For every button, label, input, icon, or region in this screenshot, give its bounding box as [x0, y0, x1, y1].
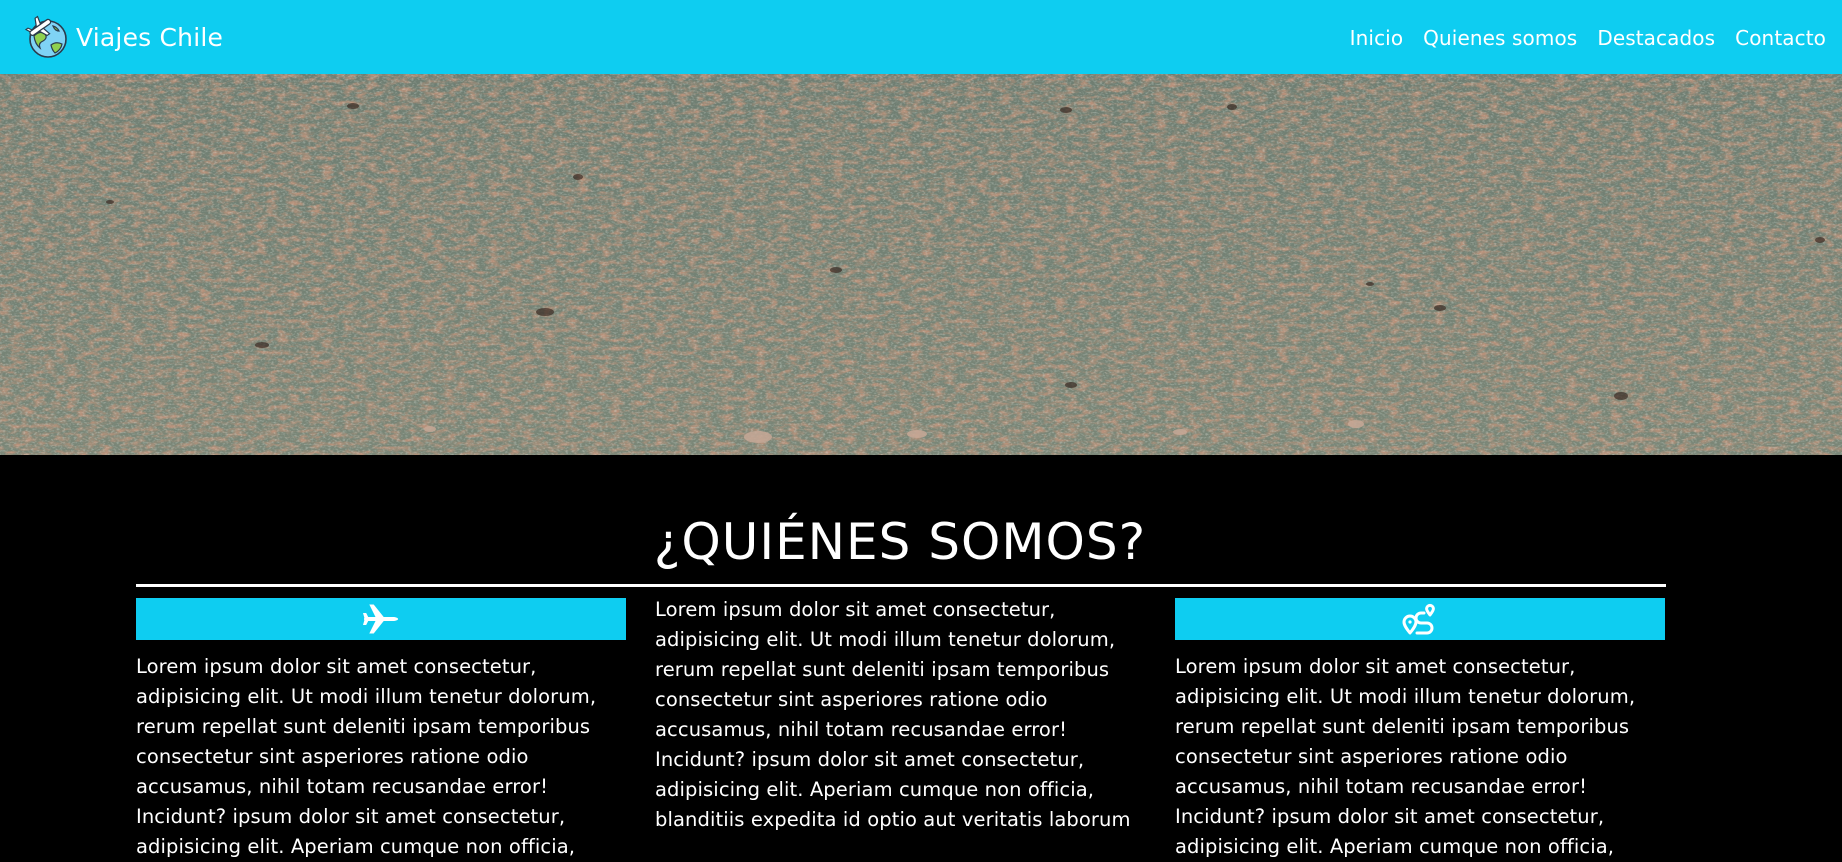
icon-bar [1175, 598, 1665, 640]
nav-link-quienes-somos[interactable]: Quienes somos [1423, 26, 1578, 50]
about-column-3 [1175, 598, 1665, 862]
top-navbar [0, 0, 1842, 74]
about-section [0, 455, 1842, 858]
airplane-icon [361, 602, 401, 636]
column-text: Lorem ipsum dolor sit amet consectetur, adipisicing elit. Ut modi illum tenetur dolorum, rerum repellat sunt deleniti ipsam temporibus consectetur sint asperiores ratione odio accusamus, nihil totam recusandae error! Incidunt? ipsum dolor sit amet consectetur, adipisicing elit. Aperiam cumque non officia, [1175, 655, 1636, 858]
globe-plane-icon [24, 14, 70, 60]
nav-link-destacados[interactable]: Destacados [1597, 26, 1716, 50]
section-title: ¿QUIÉNES SOMOS? [653, 513, 1147, 571]
nav-link-contacto[interactable]: Contacto [1735, 26, 1826, 50]
hero-banner [0, 74, 1842, 455]
main-nav [1350, 0, 1826, 74]
column-text: Lorem ipsum dolor sit amet consectetur, adipisicing elit. Ut modi illum tenetur dolorum, rerum repellat sunt deleniti ipsam temporibus consectetur sint asperiores ratione odio accusamus, nihil totam recusandae error! Incidunt? ipsum dolor sit amet consectetur, adipisicing elit. Aperiam cumque non officia, [136, 655, 597, 858]
about-column-1 [136, 598, 626, 862]
brand-name: Viajes Chile [76, 22, 224, 52]
nav-link-inicio[interactable]: Inicio [1349, 26, 1404, 50]
about-column-2 [655, 595, 1145, 835]
column-text: Lorem ipsum dolor sit amet consectetur, adipisicing elit. Ut modi illum tenetur dolorum, rerum repellat sunt deleniti ipsam temporibus consectetur sint asperiores ratione odio accusamus, nihil totam recusandae error! Incidunt? ipsum dolor sit amet consectetur, adipisicing elit. Aperiam cumque non officia, blanditiis expedita id optio aut veritatis laborum [655, 598, 1131, 831]
title-divider [136, 584, 1666, 587]
route-pin-icon [1401, 600, 1439, 638]
icon-bar [136, 598, 626, 640]
desert-landscape-image [0, 74, 1842, 455]
brand[interactable] [24, 14, 223, 60]
